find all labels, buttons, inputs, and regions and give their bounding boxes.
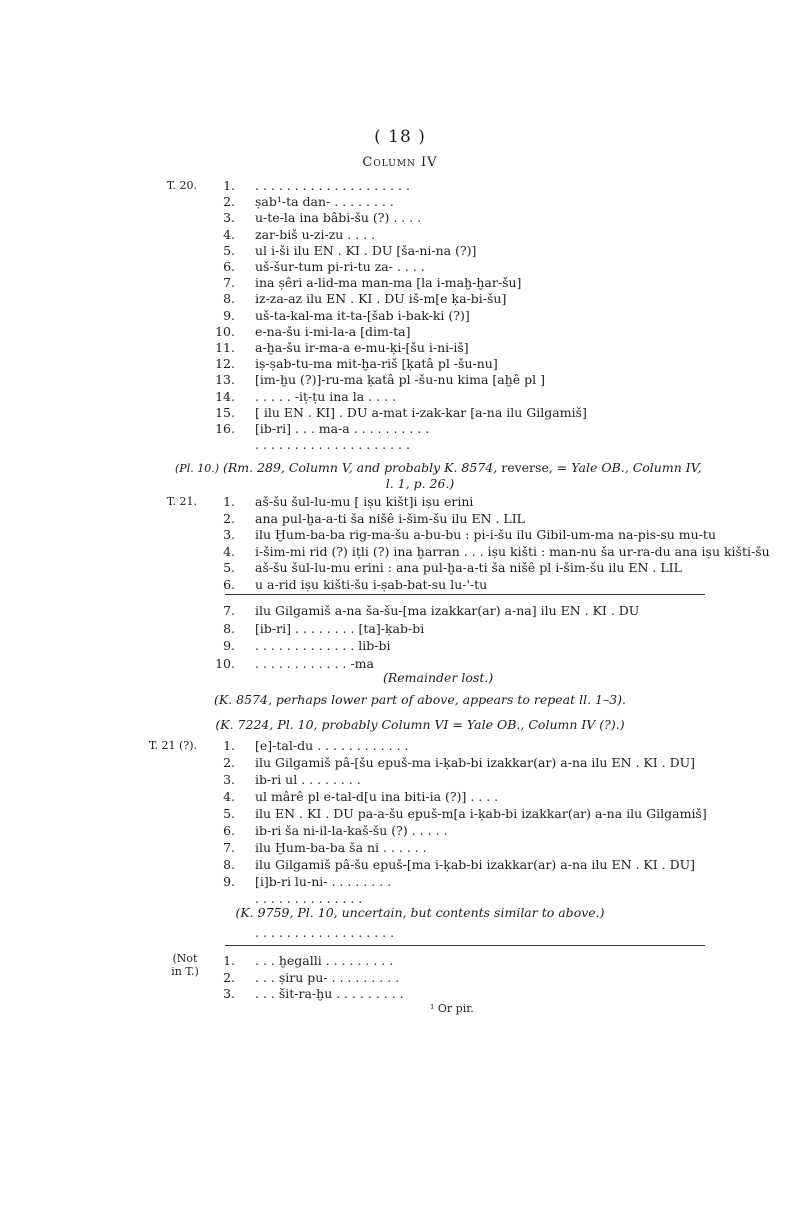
line-number: 1. (223, 178, 235, 193)
line-number: 14. (215, 388, 235, 404)
tablet-tag: T. 20. (166, 179, 197, 192)
line-text: uš-šur-tum pi-ri-tu za- . . . . (255, 259, 425, 274)
line-number: 5. (223, 242, 235, 258)
text-line (0, 621, 800, 637)
line-text: ilu Gilgamiš pâ-[šu epuš-ma i-ḳab-bi izakkar(ar) a-na ilu EN . KI . DU] (255, 755, 696, 770)
text-line (0, 356, 800, 372)
line-text: . . . . . . . . . . . . . . (255, 891, 363, 906)
line-text: uš-ta-kal-ma it-ta-[šab i-bak-ki (?)] (255, 307, 470, 323)
section-5-tag-a: (Not (172, 952, 198, 965)
text-line (0, 544, 800, 560)
text-line (0, 324, 800, 340)
note-3-dots: . . . . . . . . . . . . . . . . . . (255, 925, 395, 940)
line-text: ilu Gilgamiš pâ-šu epuš-[ma i-ḳab-bi izakkar(ar) a-na ilu EN . KI . DU] (255, 857, 696, 872)
text-line (0, 823, 800, 839)
text-line (0, 389, 800, 405)
line-number: 16. (215, 421, 235, 436)
text-line (0, 308, 800, 324)
text-line (0, 603, 800, 619)
line-number: 2. (223, 755, 235, 770)
line-number: 4. (223, 543, 235, 559)
line-text: ib-ri ša ni-il-la-kaš-šu (?) . . . . . (255, 823, 448, 838)
text-line (0, 194, 800, 210)
line-text: u-te-la ina bâbi-šu (?) . . . . (255, 210, 422, 226)
line-number: 6. (223, 259, 235, 274)
divider-1 (225, 594, 705, 595)
line-text: ul mârê pl e-tal-d[u ina biti-ia (?)] . . . . (255, 789, 499, 804)
line-number: 6. (223, 823, 235, 838)
line-text: . . . . . . . . . . . . . . . . . . . . (255, 178, 410, 193)
line-number: 10. (215, 323, 235, 339)
text-line (0, 953, 800, 969)
line-number: 7. (223, 840, 235, 855)
text-line (0, 421, 800, 437)
text-line (0, 178, 800, 194)
line-number: 9. (223, 638, 235, 653)
ref-1-text-a: (Rm. 289, Column V, and probably K. 8574, (222, 460, 498, 475)
line-text: [i]b-ri lu-ni- . . . . . . . . (255, 874, 392, 889)
line-text: a-ḫa-šu ir-ma-a e-mu-ḳi-[šu i-ni-iš] (255, 340, 469, 355)
text-line (0, 789, 800, 805)
text-line (0, 259, 800, 275)
line-number: 2. (223, 194, 235, 210)
line-text: [ ilu EN . KI] . DU a-mat i-zak-kar [a-na ilu Gilgamiš] (255, 404, 587, 420)
line-number: 2. (223, 969, 235, 985)
ref-1-plate: (Pl. 10.) (175, 462, 219, 475)
line-number: 3. (223, 210, 235, 226)
text-line (0, 275, 800, 291)
text-line (0, 291, 800, 307)
line-number: 3. (223, 527, 235, 542)
line-text: . . . ḫegalli . . . . . . . . . (255, 953, 394, 968)
text-line (0, 755, 800, 771)
line-number: 7. (223, 603, 235, 618)
line-text: u a-rid iṣu kišti-šu i-ṣab-bat-su lu-'-tu (255, 576, 488, 592)
text-line (0, 227, 800, 243)
line-text: ilu Ḫum-ba-ba rig-ma-šu a-bu-bu : pi-i-šu ilu Gibil-um-ma na-pis-su mu-tu (255, 527, 716, 542)
ref-1 (175, 460, 701, 475)
line-text: ilu EN . KI . DU pa-a-šu epuš-m[a i-ḳab-bi izakkar(ar) a-na ilu Gilgamiš] (255, 806, 707, 821)
footnote: ¹ Or pir. (430, 1002, 474, 1015)
line-number: 3. (223, 772, 235, 787)
text-line (0, 560, 800, 576)
text-line (0, 857, 800, 873)
text-line (0, 986, 800, 1002)
text-line (0, 638, 800, 654)
line-text: ilu Ḫum-ba-ba ša ni . . . . . . (255, 840, 427, 855)
ref-1-text-b: reverse, = (501, 460, 568, 475)
line-number: 5. (223, 806, 235, 821)
line-number: 1. (223, 494, 235, 509)
line-number: 6. (223, 576, 235, 592)
line-text: ilu Gilgamiš a-na ša-šu-[ma izakkar(ar) a-na] ilu EN . KI . DU (255, 603, 640, 618)
note-1: (K. 8574, perhaps lower part of above, appears to repeat ll. 1–3). (213, 692, 627, 707)
text-line (0, 405, 800, 421)
line-number: 9. (223, 307, 235, 323)
line-number: 10. (215, 655, 235, 671)
line-number: 4. (223, 789, 235, 804)
line-number: 13. (215, 372, 235, 388)
text-line (0, 243, 800, 259)
text-line (0, 494, 800, 510)
divider-2 (225, 945, 705, 946)
line-text: [im-ḫu (?)]-ru-ma ḳatâ pl -šu-nu kima [aḫê pl ] (255, 372, 545, 388)
section-5-tag-b: in T.) (171, 965, 199, 978)
line-text: ul i-ši ilu EN . KI . DU [ša-ni-na (?)] (255, 242, 477, 258)
note-3: (K. 9759, Pl. 10, uncertain, but contents similar to above.) (235, 905, 605, 920)
line-number: 8. (223, 291, 235, 307)
line-number: 1. (223, 953, 235, 968)
line-number: 12. (215, 356, 235, 372)
line-text: ib-ri ul . . . . . . . . (255, 772, 361, 787)
line-number: 3. (223, 986, 235, 1001)
line-number: 5. (223, 560, 235, 575)
tablet-tag: T. 21 (?). (148, 739, 197, 752)
line-text: ṣab¹-ta dan- . . . . . . . . (255, 194, 394, 210)
line-text: zar-biš u-zi-zu . . . . (255, 226, 376, 242)
remainder-lost: (Remainder lost.) (383, 670, 494, 685)
line-number: 7. (223, 275, 235, 291)
text-line (0, 738, 800, 754)
tablet-tag: T. 21. (166, 495, 197, 508)
line-text: . . . . . . . . . . . . . lib-bi (255, 638, 391, 653)
text-line (0, 511, 800, 527)
line-number: 4. (223, 226, 235, 242)
line-number: 15. (215, 404, 235, 420)
line-number: 2. (223, 510, 235, 526)
line-number: 8. (223, 620, 235, 636)
line-text: e-na-šu i-mi-la-a [dim-ta] (255, 323, 411, 339)
line-text: [e]-tal-du . . . . . . . . . . . . (255, 738, 409, 753)
ref-1-text-c: Yale OB., Column IV, (571, 460, 702, 475)
line-text: [ib-ri] . . . . . . . . [ta]-ḳab-bi (255, 620, 425, 636)
text-line (0, 372, 800, 388)
page-number: ( 18 ) (374, 127, 426, 147)
line-text: . . . . . . . . . . . . . . . . . . . . (255, 437, 410, 453)
line-text: . . . šit-ra-ḫu . . . . . . . . . (255, 986, 404, 1001)
line-text: . . . . . . . . . . . . -ma (255, 655, 374, 671)
text-line (0, 840, 800, 856)
line-text: aš-šu šul-lu-mu erini : ana pul-ḫa-a-ti ša nišê pl i-šim-šu ilu EN . LIL (255, 560, 682, 575)
note-2: (K. 7224, Pl. 10, probably Column VI = Yale OB., Column IV (?).) (215, 717, 625, 732)
text-line (0, 772, 800, 788)
line-text: . . . . . -iṭ-ṭu ina la . . . . (255, 388, 396, 404)
text-line (0, 577, 800, 593)
line-number: 11. (215, 340, 235, 355)
text-line (0, 874, 800, 890)
ref-1-line-2: l. 1, p. 26.) (385, 476, 455, 491)
text-line (0, 970, 800, 986)
text-line (0, 340, 800, 356)
line-text: ina ṣêri a-lid-ma man-ma [la i-maḫ-ḫar-šu] (255, 275, 522, 291)
line-text: iz-za-az ilu EN . KI . DU iš-m[e ḳa-bi-šu] (255, 291, 507, 307)
line-text: aš-šu šul-lu-mu [ iṣu kišt]i iṣu erini (255, 494, 474, 509)
text-line (0, 437, 800, 453)
line-number: 8. (223, 857, 235, 872)
text-line (0, 806, 800, 822)
line-text: i-šim-mi rid (?) iṭli (?) ina ḫarran . . . iṣu kišti : man-nu ša ur-ra-du ana iṣu kišti-šu (255, 543, 770, 559)
line-number: 1. (223, 738, 235, 753)
column-title: Column IV (362, 155, 438, 170)
line-text: ana pul-ḫa-a-ti ša nišê i-šim-šu ilu EN . LIL (255, 510, 525, 526)
line-text: iṣ-ṣab-tu-ma mit-ḫa-riš [ḳatâ pl -šu-nu] (255, 356, 498, 372)
text-line (0, 527, 800, 543)
text-line (0, 210, 800, 226)
line-text: . . . ṣiru pu- . . . . . . . . . (255, 969, 400, 985)
line-text: [ib-ri] . . . ma-a . . . . . . . . . . (255, 421, 430, 436)
line-number: 9. (223, 874, 235, 889)
